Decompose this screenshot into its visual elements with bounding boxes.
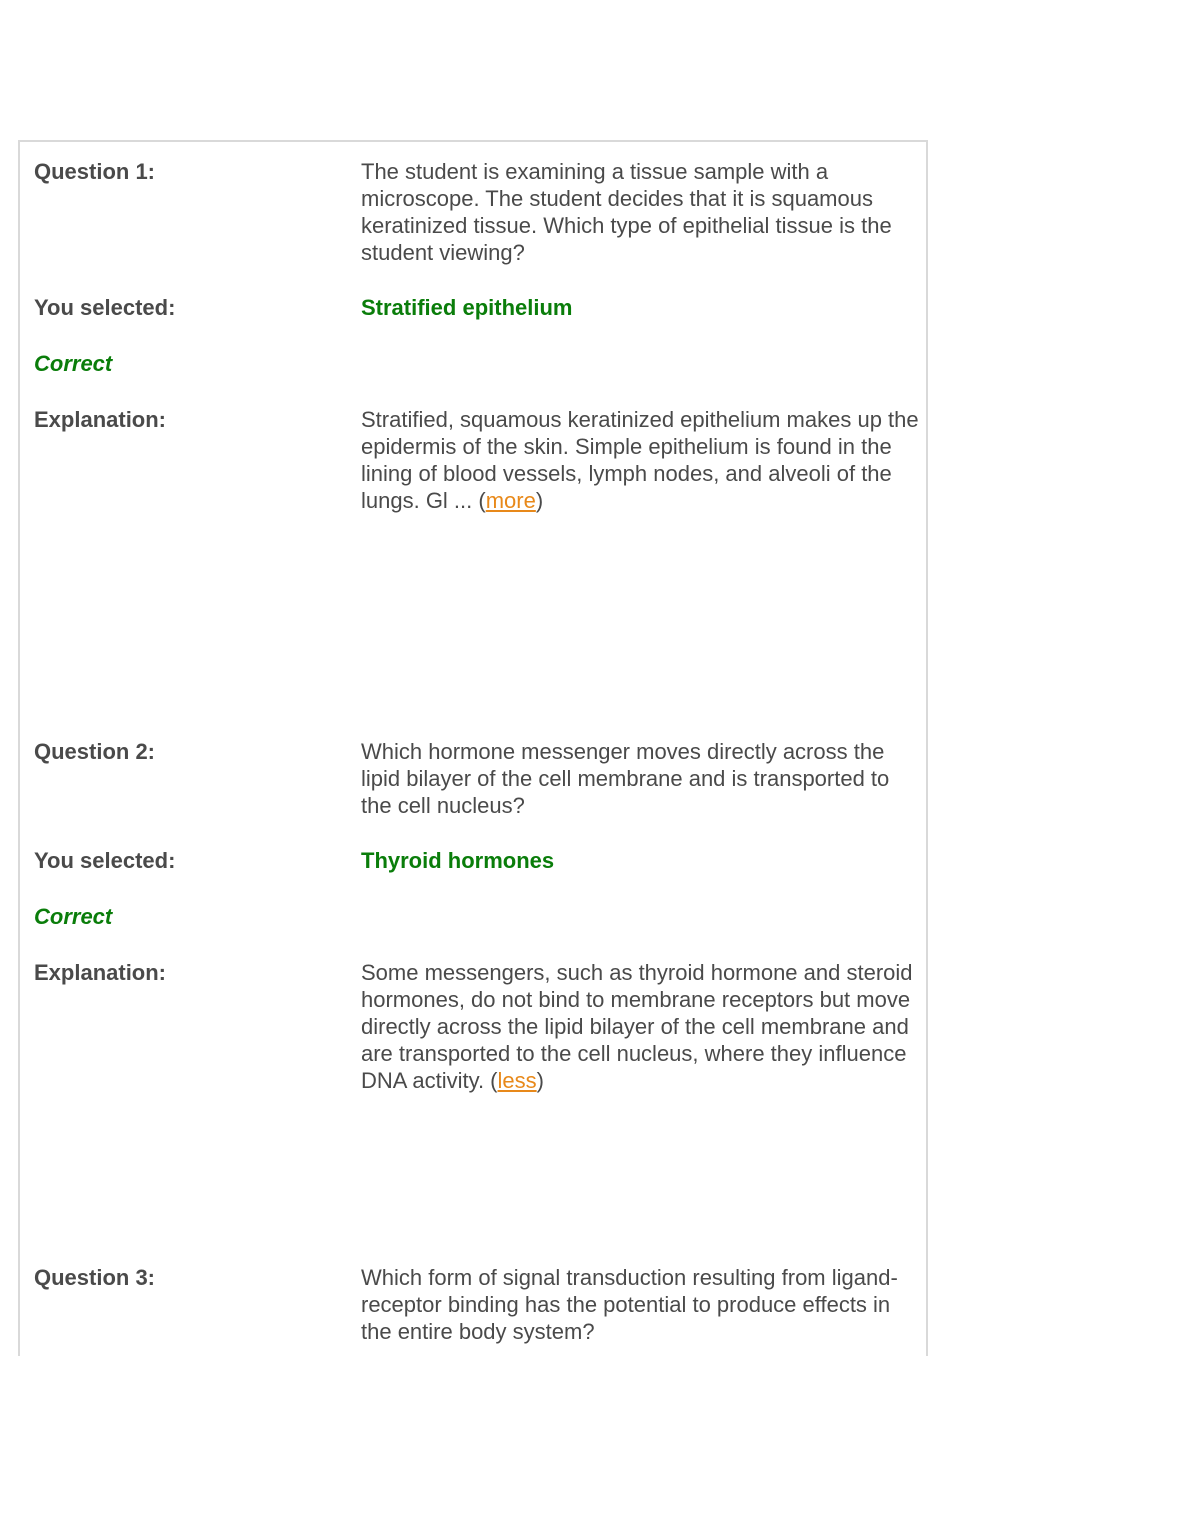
explanation-close-paren: ) [536,1068,544,1093]
explanation-label: Explanation: [34,407,167,432]
question-text: The student is examining a tissue sample with a microscope. The student decides that it is squamous keratinized tissue. Which type of epithelial tissue is the student viewing? [361,159,892,265]
explanation-body: Stratified, squamous keratinized epithelium makes up the epidermis of the skin. Simple epithelium is found in the lining of blood vessels, lymph nodes, and alveoli of the lungs. Gl ... ( [361,407,919,513]
question-text: Which hormone messenger moves directly across the lipid bilayer of the cell membrane and is transported to the cell nucleus? [361,739,890,818]
explanation-text [361,406,921,514]
explanation-text [361,959,921,1094]
quiz-results-panel [18,140,928,1356]
selected-answer: Stratified epithelium [361,295,573,320]
explanation-close-paren: ) [535,488,544,513]
selected-answer: Thyroid hormones [361,848,555,873]
more-link[interactable]: more [485,488,536,513]
question-text: Which form of signal transduction resulting from ligand-receptor binding has the potential to produce effects in the entire body system? [361,1265,898,1344]
question-label: Question 3: [34,1265,156,1290]
explanation-label: Explanation: [34,960,167,985]
result-correct: Correct [34,351,113,376]
result-correct: Correct [34,904,113,929]
selected-label: You selected: [34,848,176,873]
question-label: Question 2: [34,739,156,764]
question-label: Question 1: [34,159,156,184]
selected-label: You selected: [34,295,176,320]
less-link[interactable]: less [497,1068,537,1093]
explanation-body: Some messengers, such as thyroid hormone and steroid hormones, do not bind to membrane receptors but move directly across the lipid bilayer of the cell membrane and are transported to the cell nucleus, where they influence DNA activity. ( [361,960,913,1093]
